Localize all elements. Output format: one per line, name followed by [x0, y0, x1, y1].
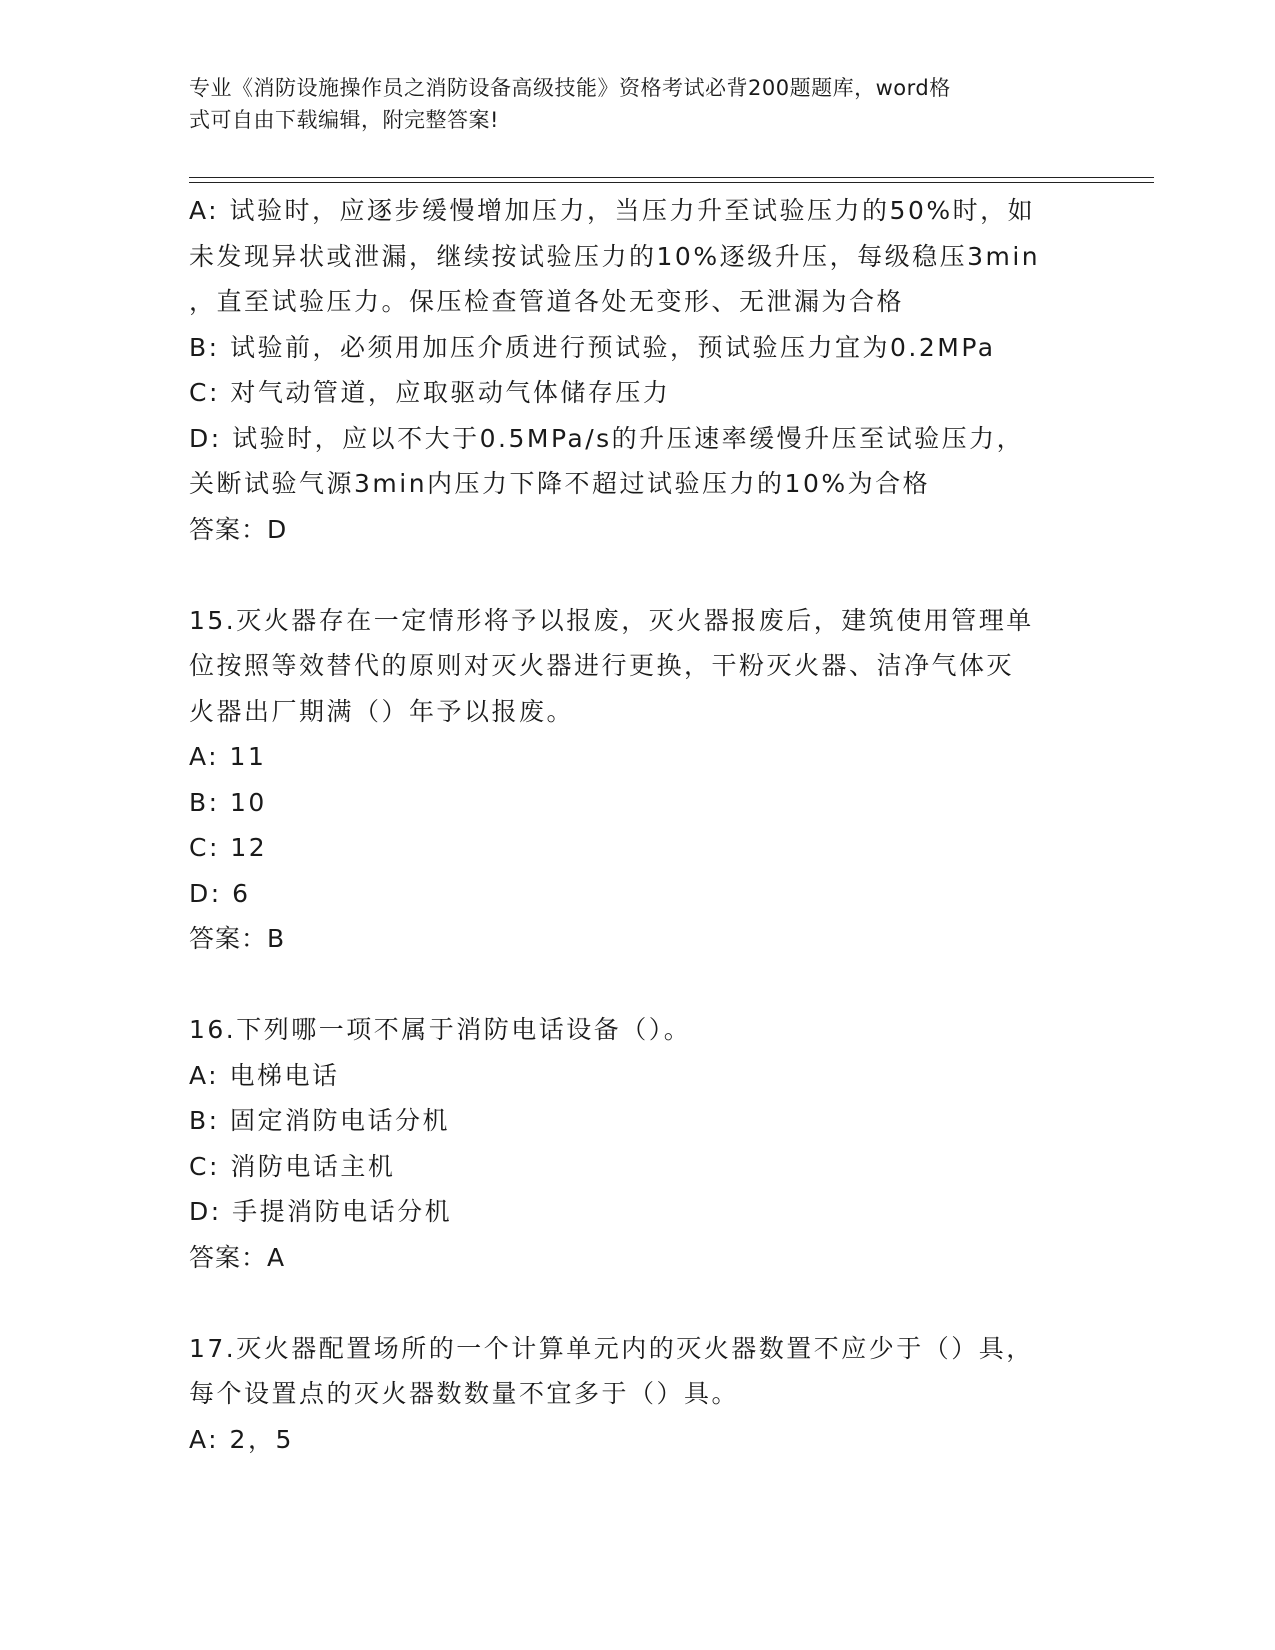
header-divider-top: [189, 177, 1154, 178]
question-17: [189, 1326, 1089, 1463]
spacer: [189, 552, 1089, 598]
header-divider-bottom: [189, 182, 1154, 183]
document-body: [189, 188, 1089, 1462]
question-14-options: [189, 188, 1089, 552]
option-a-line-2: 未发现异状或泄漏，继续按试验压力的10%逐级升压，每级稳压3min: [189, 241, 1041, 271]
spacer: [189, 962, 1089, 1008]
header-title-line-1: 专业《消防设施操作员之消防设备高级技能》资格考试必背200题题库，word格: [189, 76, 951, 100]
question-17-stem-line-2: 每个设置点的灭火器数数量不宜多于（）具。: [189, 1379, 740, 1408]
answer-15: 答案：B: [189, 924, 286, 953]
header-title-line-2: 式可自由下载编辑，附完整答案!: [189, 108, 499, 132]
answer-14: 答案：D: [189, 514, 288, 544]
question-16: [189, 1007, 1089, 1280]
option-c: C: 对气动管道，应取驱动气体储存压力: [189, 378, 671, 407]
option-c: C: 消防电话主机: [189, 1151, 396, 1181]
answer-16: 答案：A: [189, 1242, 286, 1272]
option-a-line-3: ，直至试验压力。保压检查管道各处无变形、无泄漏为合格: [189, 287, 905, 316]
question-15-stem-line-2: 位按照等效替代的原则对灭火器进行更换，干粉灭火器、洁净气体灭: [189, 651, 1015, 680]
option-a: A: 电梯电话: [189, 1060, 340, 1090]
option-b: B: 固定消防电话分机: [189, 1106, 451, 1135]
option-b: B: 试验前，必须用加压介质进行预试验，预试验压力宜为0.2MPa: [189, 332, 996, 362]
option-a: A: 2，5: [189, 1424, 294, 1454]
option-d-line-2: 关断试验气源3min内压力下降不超过试验压力的10%为合格: [189, 469, 931, 498]
question-16-stem: 16.下列哪一项不属于消防电话设备（）。: [189, 1015, 692, 1044]
document-header: [189, 72, 1069, 136]
option-d: D: 6: [189, 878, 251, 908]
question-17-stem-line-1: 17.灭火器配置场所的一个计算单元内的灭火器数置不应少于（）具，: [189, 1333, 1034, 1363]
spacer: [189, 1280, 1089, 1326]
option-b: B: 10: [189, 787, 267, 817]
question-15-stem-line-1: 15.灭火器存在一定情形将予以报废，灭火器报废后，建筑使用管理单: [189, 605, 1034, 635]
option-c: C: 12: [189, 833, 268, 862]
option-d: D: 手提消防电话分机: [189, 1197, 453, 1226]
question-15: [189, 598, 1089, 962]
question-15-stem-line-3: 火器出厂期满（）年予以报废。: [189, 696, 575, 726]
option-d-line-1: D: 试验时，应以不大于0.5MPa/s的升压速率缓慢升压至试验压力，: [189, 423, 1025, 453]
option-a: A: 11: [189, 742, 267, 771]
option-a-line-1: A: 试验时，应逐步缓慢增加压力，当压力升至试验压力的50%时，如: [189, 196, 1036, 225]
